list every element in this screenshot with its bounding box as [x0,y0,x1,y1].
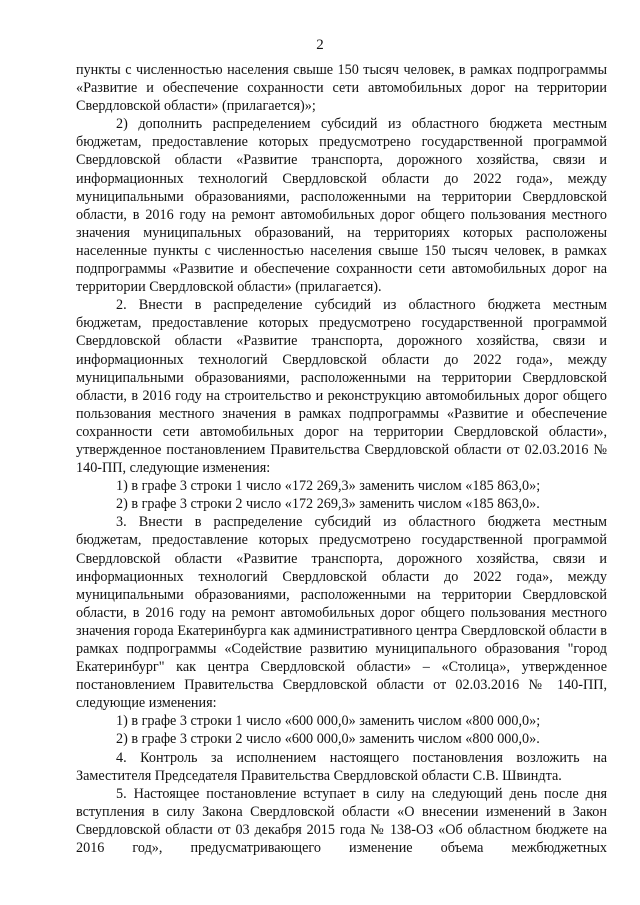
paragraph-section-2-item-1: 1) в графе 3 строки 1 число «172 269,3» заменить числом «185 863,0»; [116,478,541,495]
paragraph-section-2-item-2: 2) в графе 3 строки 2 число «172 269,3» заменить числом «185 863,0». [116,496,540,513]
page-number: 2 [316,37,324,53]
paragraph-item-2-supplement: 2) дополнить распределением субсидий из областного бюджета местным бюджетам, предоставление которых предусмотрено государственной программой Свердловской области «Развитие транспорта, дорожного хозяйства, связи и информационных технологий Свердловской области до 2022 года», между муниципальными образованиями, расположенными на территории Свердловской области, в 2016 году на ремонт автомобильных дорог общего пользования местного значения муниципальных образований, на территориях которых расположены населенные пункты с численностью населения свыше 150 тысяч человек, в рамках подпрограммы «Развитие и обеспечение сохранности сети автомобильных дорог на территории Свердловской области» (прилагается). [76,116,607,296]
paragraph-section-3-item-1: 1) в графе 3 строки 1 число «600 000,0» заменить числом «800 000,0»; [116,713,541,730]
paragraph-section-3-item-2: 2) в графе 3 строки 2 число «600 000,0» заменить числом «800 000,0». [116,731,540,748]
document-body [76,61,607,857]
paragraph-continuation: пункты с численностью населения свыше 150 тысяч человек, в рамках подпрограммы «Развитие и обеспечение сохранности сети автомобильных дорог на территории Свердловской области» (прилагается)»; [76,62,607,115]
paragraph-section-4: 4. Контроль за исполнением настоящего постановления возложить на Заместителя Председателя Правительства Свердловской области С.В. Швиндта. [76,749,607,784]
paragraph-section-5: 5. Настоящее постановление вступает в силу на следующий день после дня вступления в силу Закона Свердловской области «О внесении изменений в Закон Свердловской области от 03 декабря 2015 года № 138-ОЗ «Об областном бюджете на 2016 год», предусматривающего изменение объема межбюджетных [76,785,607,857]
paragraph-section-2: 2. Внести в распределение субсидий из областного бюджета местным бюджетам, предоставление которых предусмотрено государственной программой Свердловской области «Развитие транспорта, дорожного хозяйства, связи и информационных технологий Свердловской области до 2022 года», между муниципальными образованиями, расположенными на территории Свердловской области, в 2016 году на строительство и реконструкцию автомобильных дорог общего пользования местного значения в рамках подпрограммы «Развитие и обеспечение сохранности сети автомобильных дорог на территории Свердловской области», утвержденное постановлением Правительства Свердловской области от 02.03.2016 № 140-ПП, следующие изменения: [76,297,607,477]
paragraph-section-3: 3. Внести в распределение субсидий из областного бюджета местным бюджетам, предоставление которых предусмотрено государственной программой Свердловской области «Развитие транспорта, дорожного хозяйства, связи и информационных технологий Свердловской области до 2022 года», между муниципальными образованиями, расположенными на территории Свердловской области, в 2016 году на ремонт автомобильных дорог общего пользования местного значения города Екатеринбурга как административного центра Свердловской области в рамках подпрограммы «Содействие развитию муниципального образования "город Екатеринбург" как центра Свердловской области» – «Столица», утвержденное постановлением Правительства Свердловской области от 02.03.2016 № 140-ПП, следующие изменения: [76,514,607,712]
